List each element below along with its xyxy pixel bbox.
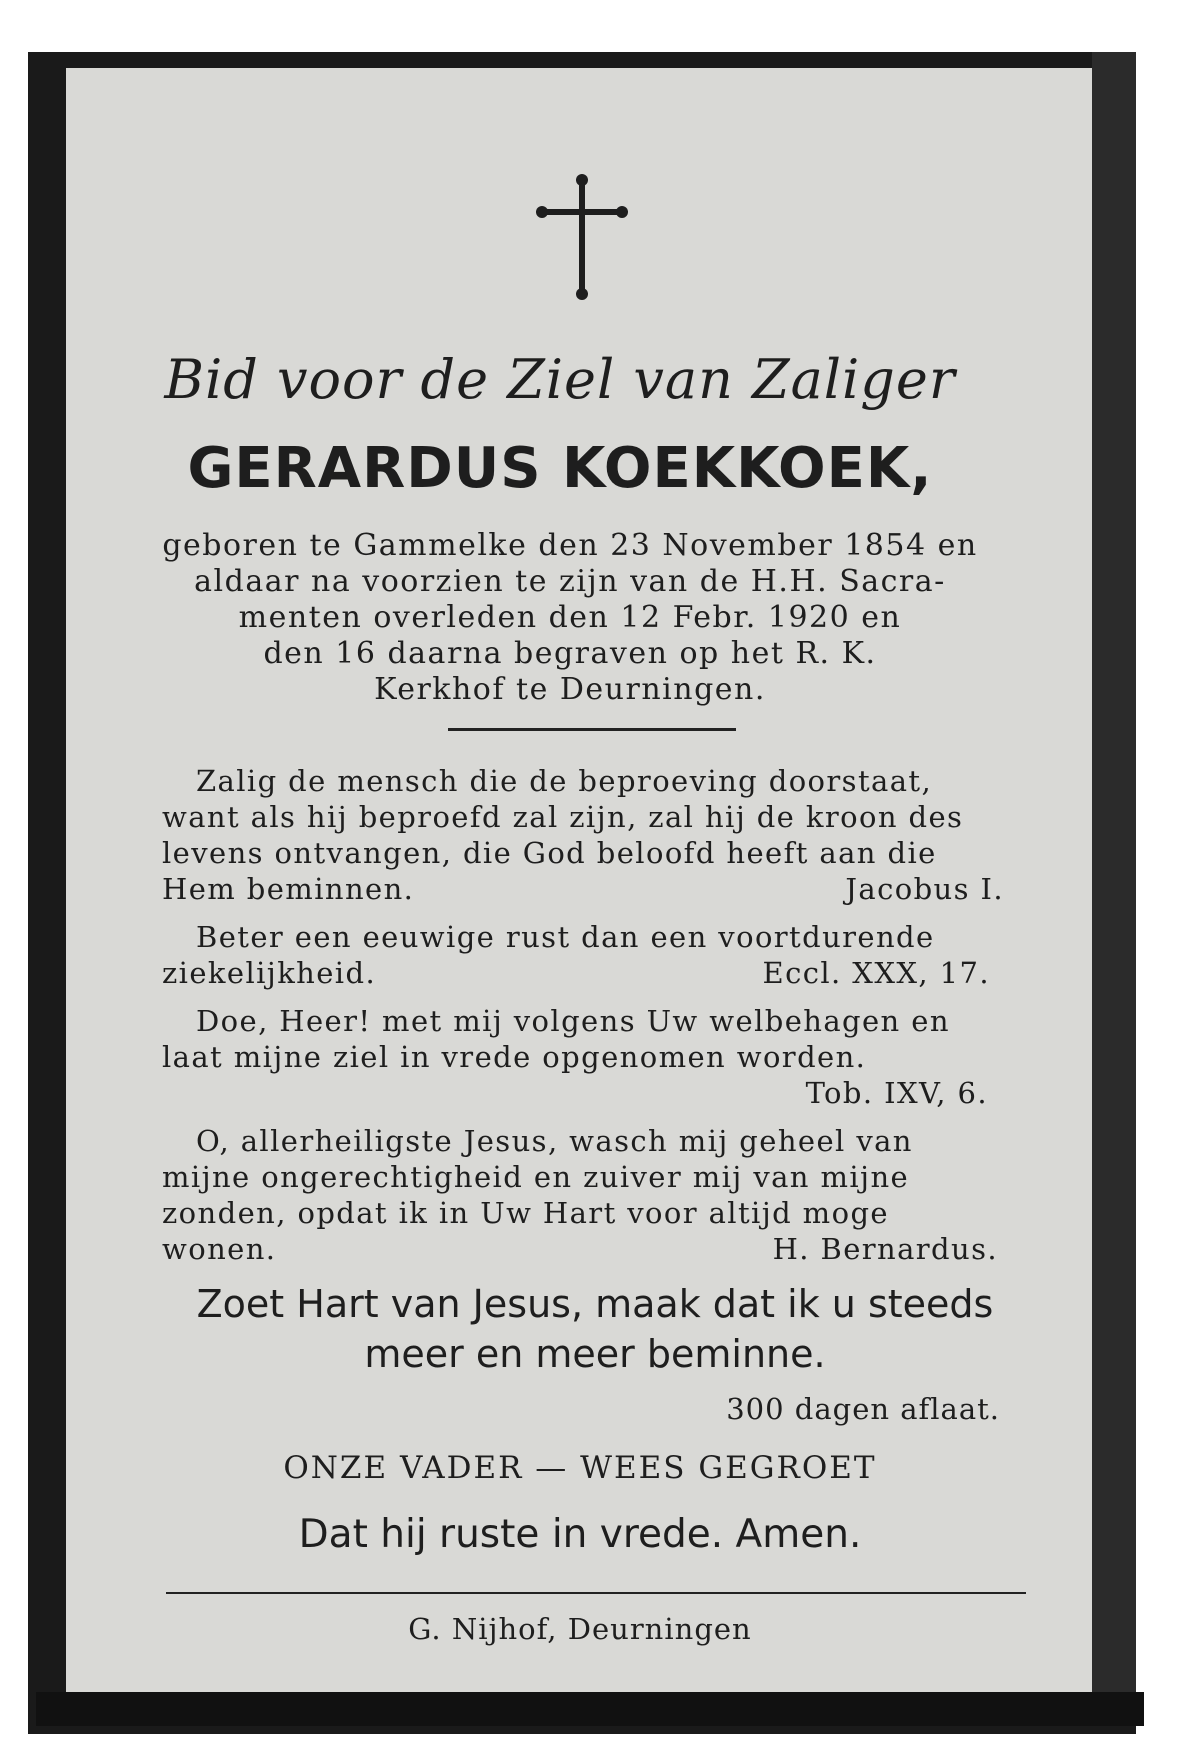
bio-line: menten overleden den 12 Febr. 1920 en	[238, 600, 902, 635]
bio-line: Kerkhof te Deurningen.	[374, 672, 766, 707]
deceased-name: GERARDUS KOEKKOEK,	[187, 436, 933, 501]
card-title: Bid voor de Ziel van Zaliger	[164, 348, 956, 411]
verse-reference: Tob. IXV, 6.	[805, 1076, 988, 1110]
verse-line: wonen.	[162, 1232, 277, 1266]
prayer-line: Zoet Hart van Jesus, maak dat ik u steeds	[196, 1282, 994, 1326]
divider	[448, 728, 736, 731]
verse-reference: Eccl. XXX, 17.	[762, 956, 990, 990]
verse-line: laat mijne ziel in vrede opgenomen worden.	[162, 1040, 867, 1074]
prayer-line: meer en meer beminne.	[364, 1332, 826, 1376]
verse-line: levens ontvangen, die God beloofd heeft aan die	[162, 836, 937, 870]
bio-line: aldaar na voorzien te zijn van de H.H. Sacra-	[194, 564, 946, 599]
printer-credit: G. Nijhof, Deurningen	[408, 1612, 752, 1646]
verse-line: Beter een eeuwige rust dan een voortdurende	[196, 920, 935, 954]
prayer-titles: ONZE VADER — WEES GEGROET	[283, 1450, 877, 1486]
bio-line: geboren te Gammelke den 23 November 1854 en	[162, 528, 978, 563]
verse-reference: H. Bernardus.	[772, 1232, 998, 1266]
cross-icon	[534, 172, 630, 302]
footer-divider	[166, 1592, 1026, 1594]
verse-reference: Jacobus I.	[845, 872, 1004, 906]
verse-line: ziekelijkheid.	[162, 956, 377, 990]
verse-line: Hem beminnen.	[162, 872, 415, 906]
card-bottom-edge	[36, 1692, 1144, 1726]
verse-line: want als hij beproefd zal zijn, zal hij de kroon des	[162, 800, 964, 834]
card-edge-shadow	[1092, 52, 1136, 1692]
bio-line: den 16 daarna begraven op het R. K.	[263, 636, 877, 671]
verse-line: O, allerheiligste Jesus, wasch mij geheel van	[196, 1124, 913, 1158]
verse-line: Zalig de mensch die de beproeving doorstaat,	[196, 764, 933, 798]
closing-line: Dat hij ruste in vrede. Amen.	[298, 1512, 862, 1557]
verse-line: Doe, Heer! met mij volgens Uw welbehagen en	[196, 1004, 950, 1038]
indulgence-note: 300 dagen aflaat.	[726, 1392, 1000, 1426]
verse-line: zonden, opdat ik in Uw Hart voor altijd moge	[162, 1196, 889, 1230]
verse-line: mijne ongerechtigheid en zuiver mij van mijne	[162, 1160, 910, 1194]
